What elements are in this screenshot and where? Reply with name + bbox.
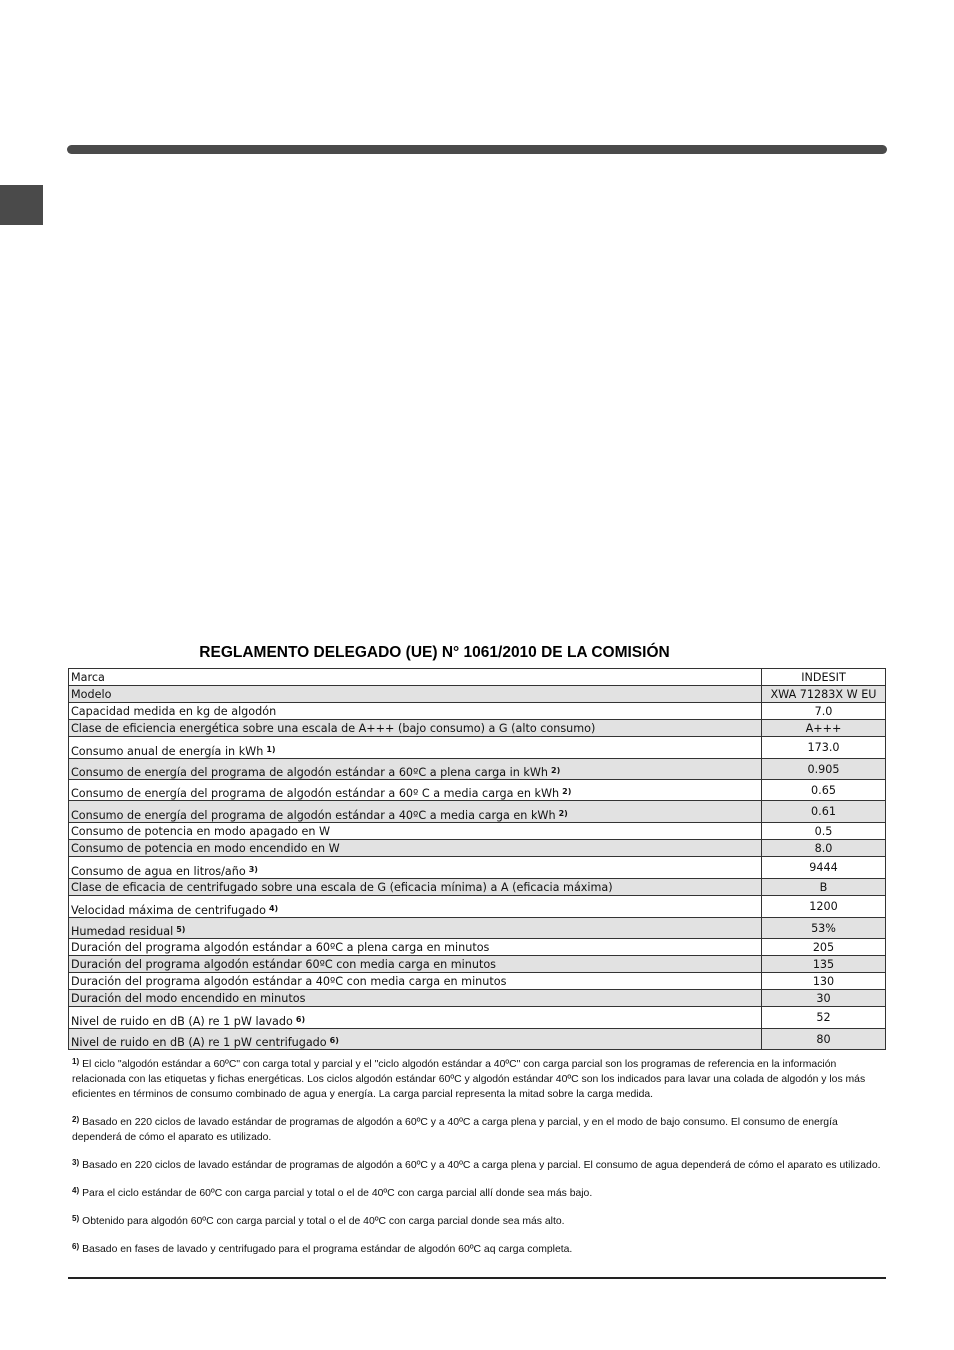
row-label	[69, 1029, 762, 1050]
table-row	[69, 840, 886, 857]
row-label-text: Nivel de ruido en dB (A) re 1 pW lavado	[71, 1015, 293, 1028]
row-label	[69, 840, 762, 857]
footnote-number: 4)	[72, 1186, 80, 1195]
row-label	[69, 973, 762, 990]
footnote-text: El ciclo "algodón estándar a 60ºC" con carga total y parcial y el "ciclo algodón estándar a 40ºC" con carga parcial son los programas de referencia en la información relacionada con las etiquetas y fichas energéticas. Los ciclos algodón estándar 60ºC y algodón estándar 40ºC son los indicados para lavar una colada de algodón y los más eficientes en términos de consumo combinado de agua y energía. La carga parcial representa la mitad sobre la carga medida.	[72, 1059, 866, 1100]
table-row	[69, 780, 886, 801]
row-value: 0.65	[762, 780, 886, 801]
row-label	[69, 956, 762, 973]
row-value: 0.5	[762, 823, 886, 840]
row-value: 30	[762, 990, 886, 1007]
row-label-text: Nivel de ruido en dB (A) re 1 pW centrifugado	[71, 1036, 327, 1049]
row-value: A+++	[762, 720, 886, 737]
table-row	[69, 857, 886, 879]
row-label-text: Consumo de energía del programa de algodón estándar a 40ºC a media carga en kWh	[71, 809, 556, 822]
footnote-text: Basado en fases de lavado y centrifugado para el programa estándar de algodón 60ºC aq carga completa.	[82, 1244, 573, 1255]
row-label	[69, 737, 762, 759]
spec-table	[68, 668, 886, 1050]
footnote-ref: 3)	[248, 865, 258, 874]
row-label-text: Consumo de energía del programa de algodón estándar a 60ºC a plena carga in kWh	[71, 766, 549, 779]
row-label	[69, 918, 762, 939]
table-row	[69, 896, 886, 918]
footnote-ref: 2)	[562, 787, 572, 796]
spec-table-body	[69, 669, 886, 1050]
footnote-number: 2)	[72, 1115, 80, 1124]
row-label-text: Consumo de energía del programa de algodón estándar a 60º C a media carga en kWh	[71, 787, 560, 800]
row-label	[69, 703, 762, 720]
table-row	[69, 801, 886, 823]
row-label-text: Consumo de agua en litros/año	[71, 865, 246, 878]
row-label-text: Consumo de potencia en modo apagado en W	[71, 824, 331, 838]
footnote	[72, 1057, 884, 1102]
row-label-text: Duración del programa algodón estándar 60ºC con media carga en minutos	[71, 957, 497, 971]
row-value: 52	[762, 1007, 886, 1029]
footnote-text: Obtenido para algodón 60ºC con carga parcial y total o el de 40ºC con carga parcial donde sea más alto.	[82, 1216, 565, 1227]
table-row	[69, 686, 886, 703]
row-value: 205	[762, 939, 886, 956]
table-row	[69, 956, 886, 973]
footnote-number: 1)	[72, 1057, 80, 1066]
language-tab-marker	[0, 185, 43, 225]
row-label	[69, 857, 762, 879]
table-row	[69, 1007, 886, 1029]
footer-rule	[68, 1277, 886, 1279]
table-row	[69, 823, 886, 840]
row-label-text: Clase de eficiencia energética sobre una escala de A+++ (bajo consumo) a G (alto consumo)	[71, 721, 596, 735]
footnote	[72, 1186, 884, 1201]
row-label	[69, 990, 762, 1007]
header-rule	[67, 145, 887, 154]
footnote-number: 3)	[72, 1158, 80, 1167]
row-label-text: Velocidad máxima de centrifugado	[71, 904, 266, 917]
footnote-number: 5)	[72, 1214, 80, 1223]
footnote-ref: 1)	[266, 745, 276, 754]
footnote-ref: 2)	[551, 766, 561, 775]
row-value: 0.61	[762, 801, 886, 823]
footnote-ref: 6)	[295, 1015, 306, 1024]
row-label-text: Duración del programa algodón estándar a 40ºC con media carga en minutos	[71, 974, 507, 988]
row-label	[69, 801, 762, 823]
row-label-text: Modelo	[71, 687, 112, 701]
row-label-text: Marca	[71, 670, 105, 684]
table-row	[69, 990, 886, 1007]
row-label-text: Duración del programa algodón estándar a 60ºC a plena carga en minutos	[71, 940, 490, 954]
table-row	[69, 759, 886, 780]
footnote	[72, 1214, 884, 1229]
row-label-text: Capacidad medida en kg de algodón	[71, 704, 277, 718]
table-row	[69, 939, 886, 956]
row-value: 8.0	[762, 840, 886, 857]
footnote-text: Basado en 220 ciclos de lavado estándar de programas de algodón a 60ºC y a 40ºC a carga plena y parcial, y en el modo de bajo consumo. El consumo de energía dependerá de cómo el aparato es utilizado.	[72, 1117, 838, 1143]
row-value: 130	[762, 973, 886, 990]
row-value: B	[762, 879, 886, 896]
row-label	[69, 669, 762, 686]
footnote	[72, 1242, 884, 1257]
row-value: 9444	[762, 857, 886, 879]
row-label-text: Consumo anual de energía in kWh	[71, 745, 264, 758]
row-value: INDESIT	[762, 669, 886, 686]
footnote-ref: 2)	[558, 809, 568, 818]
footnote	[72, 1158, 884, 1173]
row-label	[69, 686, 762, 703]
regulation-title: REGLAMENTO DELEGADO (UE) N° 1061/2010 DE LA COMISIÓN	[199, 644, 670, 661]
row-label-text: Duración del modo encendido en minutos	[71, 991, 306, 1005]
row-value: 7.0	[762, 703, 886, 720]
row-value: 135	[762, 956, 886, 973]
table-row	[69, 737, 886, 759]
row-label-text: Clase de eficacia de centrifugado sobre una escala de G (eficacia mínima) a A (eficacia máxima)	[71, 880, 613, 894]
row-label-text: Humedad residual	[71, 925, 174, 938]
table-row	[69, 1029, 886, 1050]
row-value: 1200	[762, 896, 886, 918]
row-label	[69, 720, 762, 737]
footnote-ref: 5)	[176, 925, 186, 934]
row-label-text: Consumo de potencia en modo encendido en W	[71, 841, 340, 855]
table-row	[69, 918, 886, 939]
table-row	[69, 720, 886, 737]
row-value: 53%	[762, 918, 886, 939]
row-label	[69, 759, 762, 780]
footnote-number: 6)	[72, 1242, 80, 1251]
row-value: 173.0	[762, 737, 886, 759]
row-value: 0.905	[762, 759, 886, 780]
row-label	[69, 879, 762, 896]
footnotes	[72, 1057, 884, 1270]
row-value: 80	[762, 1029, 886, 1050]
footnote-text: Para el ciclo estándar de 60ºC con carga parcial y total o el de 40ºC con carga parcial allí donde sea más bajo.	[82, 1188, 593, 1199]
footnote-ref: 6)	[329, 1036, 339, 1045]
row-label	[69, 896, 762, 918]
footnote-text: Basado en 220 ciclos de lavado estándar de programas de algodón a 60ºC y a 40ºC a carga plena y parcial. El consumo de agua dependerá de cómo el aparato es utilizado.	[82, 1160, 881, 1171]
row-value: XWA 71283X W EU	[762, 686, 886, 703]
footnote	[72, 1115, 884, 1145]
row-label	[69, 1007, 762, 1029]
table-row	[69, 879, 886, 896]
table-row	[69, 703, 886, 720]
table-row	[69, 973, 886, 990]
footnote-ref: 4)	[268, 904, 279, 913]
row-label	[69, 780, 762, 801]
row-label	[69, 823, 762, 840]
row-label	[69, 939, 762, 956]
table-row	[69, 669, 886, 686]
